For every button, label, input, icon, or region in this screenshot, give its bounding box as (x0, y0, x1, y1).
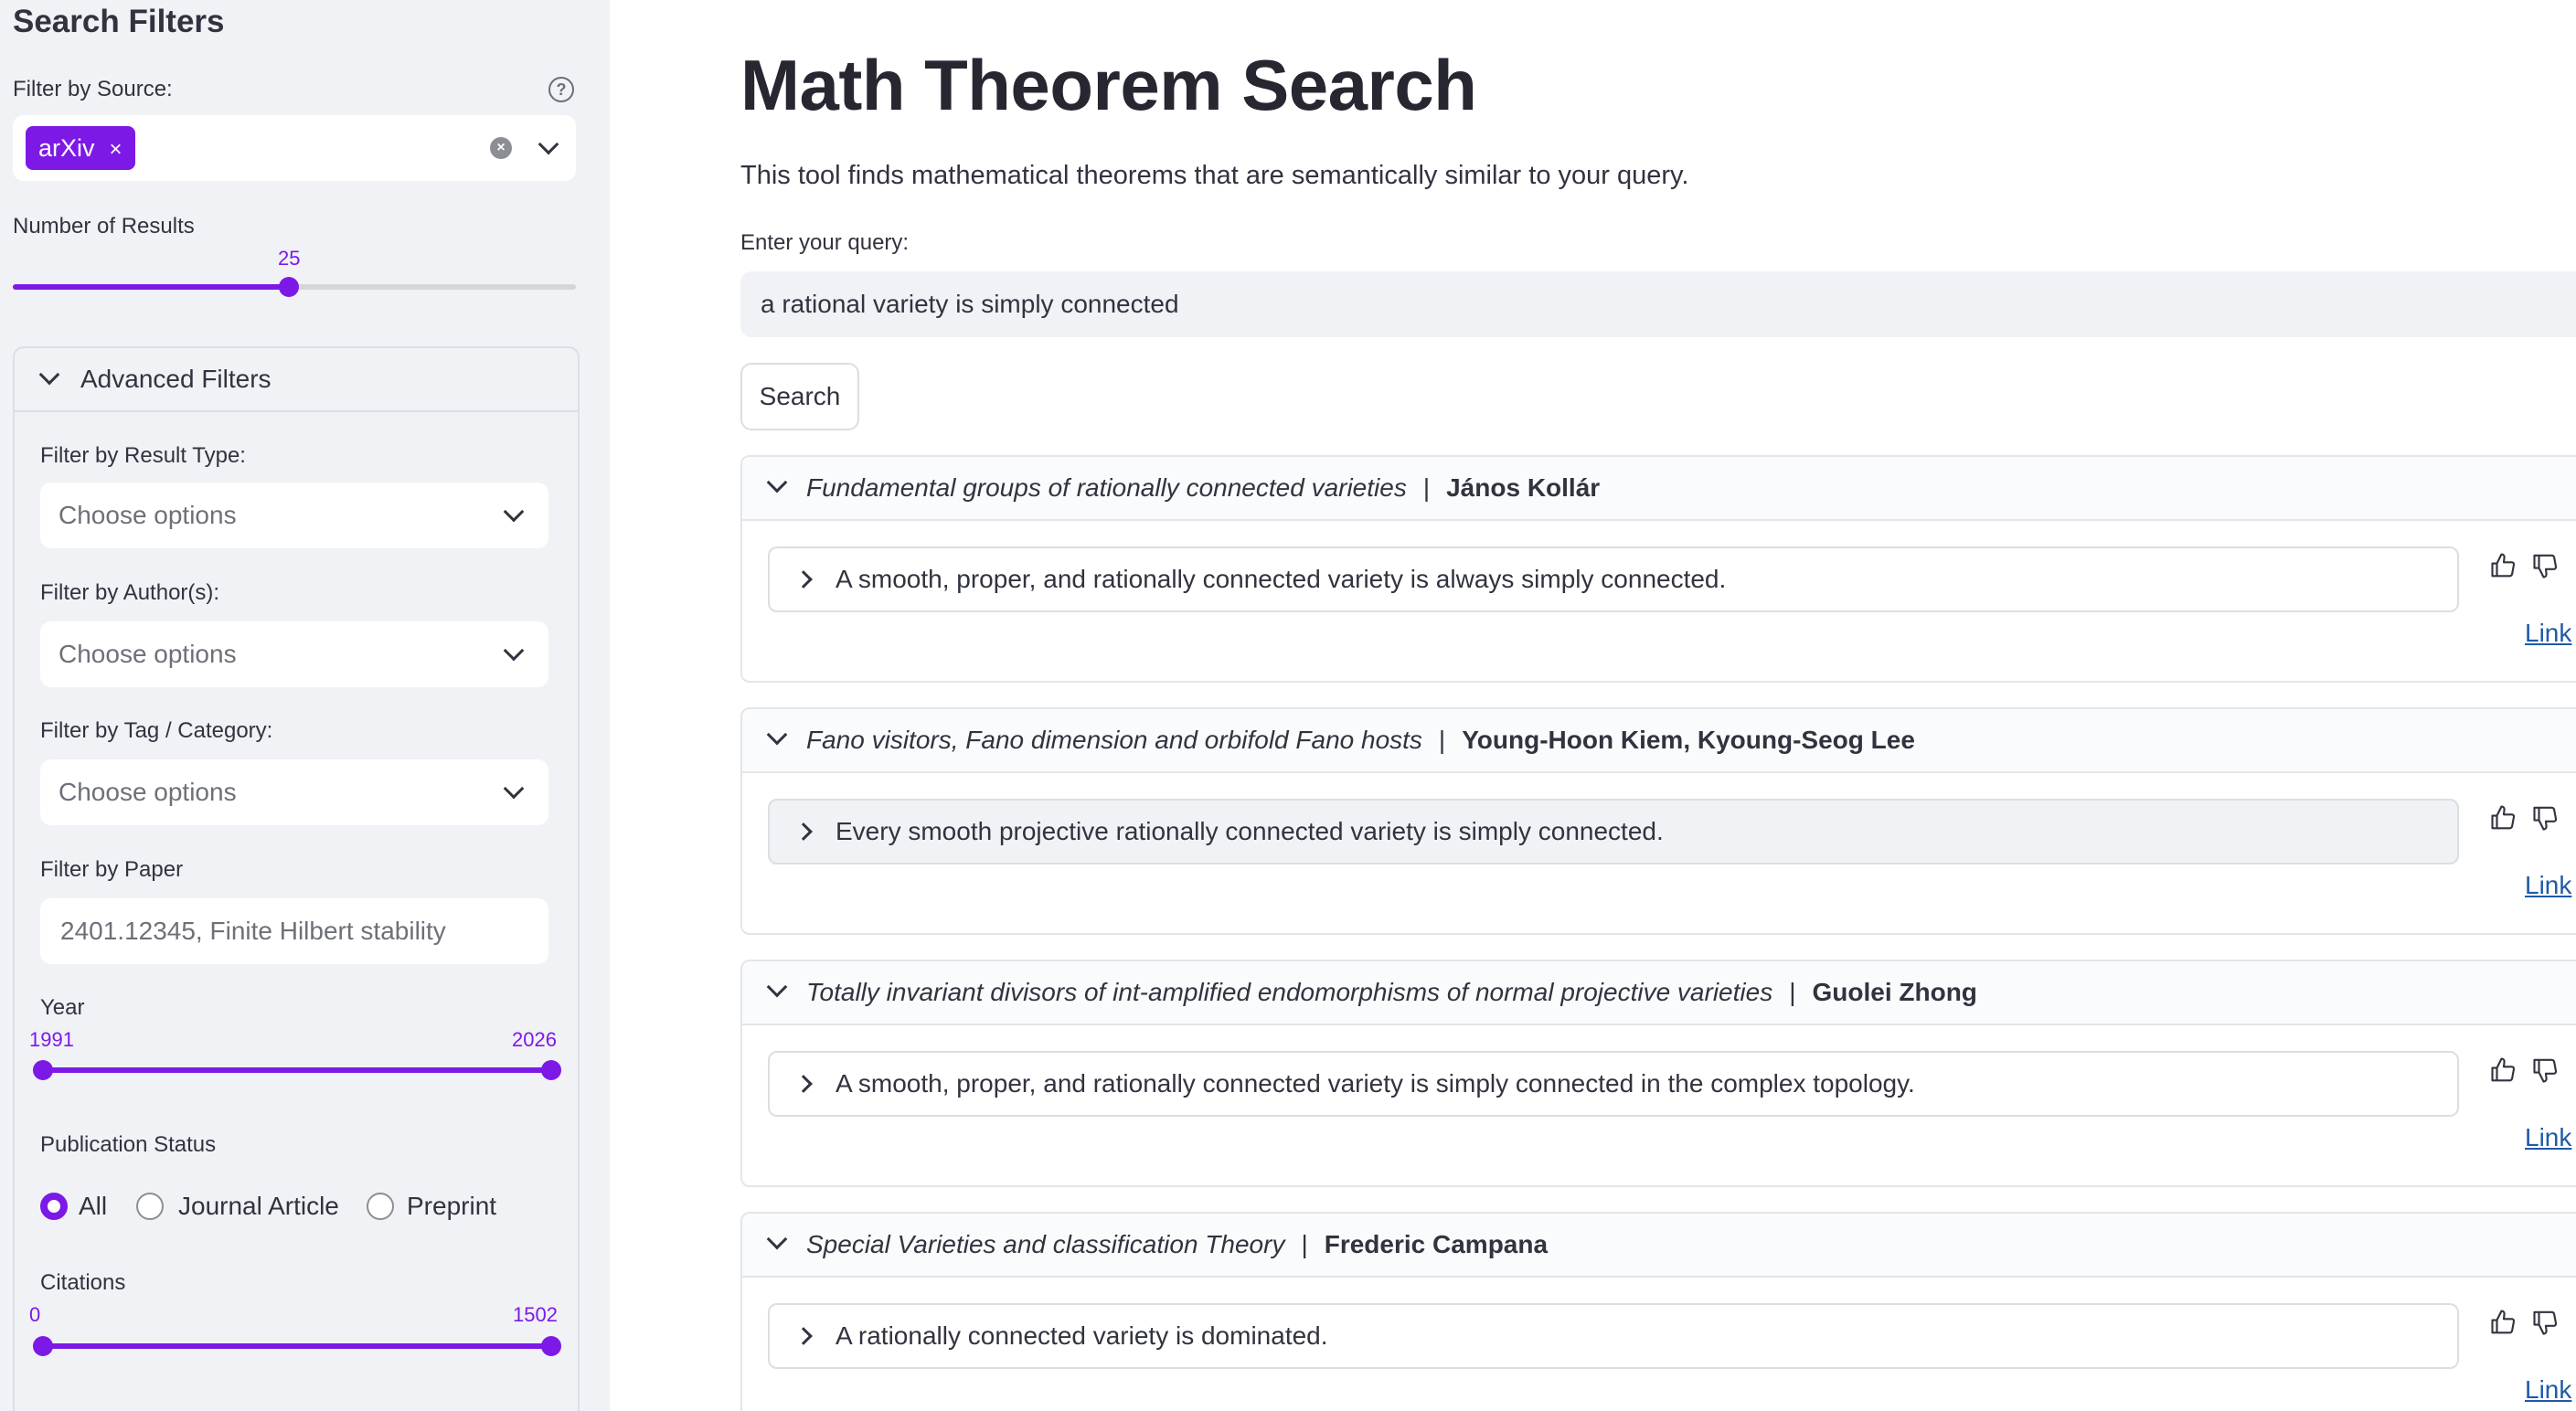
theorem-text: Every smooth projective rationally connected variety is simply connected. (836, 817, 1664, 845)
authors-select[interactable] (40, 621, 548, 687)
radio-all-label[interactable]: All (79, 1192, 108, 1220)
result-title: Special Varieties and classification Theory | Frederic Campana (806, 1230, 1549, 1258)
result-header[interactable] (742, 709, 2576, 773)
thumbs-up-icon[interactable] (2490, 804, 2517, 832)
result-authors: Guolei Zhong (1812, 978, 1977, 1006)
chip-remove-icon[interactable]: × (109, 137, 122, 162)
sidebar (0, 0, 610, 1411)
query-input[interactable] (740, 271, 2576, 337)
chevron-down-icon (767, 472, 788, 493)
main-content (610, 0, 2576, 1411)
result-paper-title: Fano visitors, Fano dimension and orbifold Fano hosts (806, 726, 1422, 754)
chevron-down-icon (39, 365, 60, 386)
source-filter-label: Filter by Source: (13, 77, 173, 101)
chevron-down-icon (504, 641, 525, 662)
radio-preprint-label[interactable]: Preprint (407, 1192, 497, 1220)
result-link[interactable]: Link (2525, 871, 2572, 899)
num-results-slider-thumb[interactable] (279, 277, 299, 297)
theorem-text: A smooth, proper, and rationally connected variety is always simply connected. (836, 565, 1727, 593)
citations-slider-min-thumb[interactable] (33, 1336, 53, 1356)
thumbs-down-icon[interactable] (2532, 804, 2560, 832)
citations-min-value: 0 (29, 1303, 41, 1326)
paper-filter-input[interactable] (40, 898, 548, 964)
result-type-select[interactable] (40, 483, 548, 548)
thumbs-up-icon[interactable] (2490, 1056, 2517, 1084)
result-header[interactable] (742, 1214, 2576, 1278)
result-title: Fano visitors, Fano dimension and orbifold Fano hosts | Young-Hoon Kiem, Kyoung-Seog Lee (806, 726, 1915, 754)
result-authors: János Kollár (1446, 473, 1601, 502)
result-card (740, 707, 2576, 935)
thumbs-down-icon[interactable] (2532, 1309, 2560, 1336)
year-slider-track[interactable] (42, 1067, 550, 1073)
result-card (740, 1212, 2576, 1411)
result-type-label: Filter by Result Type: (40, 443, 246, 468)
chevron-down-icon[interactable] (538, 134, 559, 155)
theorem-text: A rationally connected variety is dominated. (836, 1321, 1328, 1350)
citations-label: Citations (40, 1270, 126, 1295)
source-chip-arxiv (26, 126, 135, 170)
chevron-down-icon (504, 779, 525, 800)
result-paper-title: Totally invariant divisors of int-amplified endomorphisms of normal projective varieties (806, 978, 1773, 1006)
tag-placeholder: Choose options (59, 778, 237, 806)
theorem-expander[interactable] (768, 1303, 2459, 1369)
thumbs-down-icon[interactable] (2532, 552, 2560, 579)
result-authors: Young-Hoon Kiem, Kyoung-Seog Lee (1462, 726, 1915, 754)
tag-select[interactable] (40, 759, 548, 825)
chip-label: arXiv (38, 134, 95, 162)
citations-slider-max-thumb[interactable] (541, 1336, 561, 1356)
advanced-filters-expander (13, 346, 580, 1411)
query-input-value[interactable]: a rational variety is simply connected (761, 290, 1179, 318)
publication-status-label: Publication Status (40, 1132, 217, 1157)
chevron-right-icon (794, 570, 813, 589)
year-min-value: 1991 (29, 1028, 74, 1051)
num-results-slider-fill (13, 284, 290, 290)
radio-journal-article[interactable] (136, 1193, 164, 1220)
result-title: Fundamental groups of rationally connected varieties | János Kollár (806, 473, 1601, 502)
radio-all[interactable] (40, 1193, 68, 1220)
thumbs-up-icon[interactable] (2490, 552, 2517, 579)
tag-label: Filter by Tag / Category: (40, 718, 273, 743)
result-authors: Frederic Campana (1324, 1230, 1549, 1258)
theorem-expander[interactable] (768, 546, 2459, 612)
authors-placeholder: Choose options (59, 640, 237, 668)
theorem-text: A smooth, proper, and rationally connected variety is simply connected in the complex topology. (836, 1069, 1915, 1098)
advanced-filters-header[interactable] (15, 348, 578, 412)
theorem-expander[interactable] (768, 799, 2459, 865)
result-card (740, 455, 2576, 683)
help-icon[interactable]: ? (548, 77, 574, 102)
radio-preprint[interactable] (367, 1193, 394, 1220)
clear-all-icon[interactable]: × (490, 137, 512, 159)
search-button[interactable]: Search (740, 363, 859, 430)
year-slider-max-thumb[interactable] (541, 1060, 561, 1080)
page-description: This tool finds mathematical theorems that are semantically similar to your query. (740, 161, 1689, 190)
citations-slider-track[interactable] (42, 1343, 550, 1349)
result-title: Totally invariant divisors of int-amplified endomorphisms of normal projective varieties | Guolei Zhong (806, 978, 1977, 1006)
citations-max-value: 1502 (513, 1303, 558, 1326)
query-label: Enter your query: (740, 230, 910, 255)
result-link[interactable]: Link (2525, 1123, 2572, 1151)
year-label: Year (40, 995, 85, 1020)
page-title: Math Theorem Search (740, 45, 1477, 125)
radio-journal-article-label[interactable]: Journal Article (178, 1192, 339, 1220)
year-max-value: 2026 (512, 1028, 557, 1051)
chevron-right-icon (794, 822, 813, 841)
result-link[interactable]: Link (2525, 619, 2572, 647)
year-slider-min-thumb[interactable] (33, 1060, 53, 1080)
thumbs-down-icon[interactable] (2532, 1056, 2560, 1084)
chevron-down-icon (767, 977, 788, 998)
thumbs-up-icon[interactable] (2490, 1309, 2517, 1336)
chevron-down-icon (504, 502, 525, 523)
chevron-right-icon (794, 1075, 813, 1093)
result-paper-title: Special Varieties and classification Theory (806, 1230, 1285, 1258)
num-results-value: 25 (278, 247, 301, 270)
authors-label: Filter by Author(s): (40, 580, 220, 605)
num-results-label: Number of Results (13, 214, 195, 239)
sidebar-title: Search Filters (13, 4, 225, 39)
paper-filter-placeholder: 2401.12345, Finite Hilbert stability (60, 917, 446, 945)
theorem-expander[interactable] (768, 1051, 2459, 1117)
result-type-placeholder: Choose options (59, 501, 237, 529)
chevron-down-icon (767, 1229, 788, 1250)
result-link[interactable]: Link (2525, 1375, 2572, 1404)
advanced-filters-label: Advanced Filters (80, 365, 271, 393)
source-multiselect[interactable] (13, 115, 576, 181)
chevron-right-icon (794, 1327, 813, 1345)
result-header[interactable] (742, 457, 2576, 521)
result-card (740, 960, 2576, 1187)
paper-filter-label: Filter by Paper (40, 857, 184, 882)
chevron-down-icon (767, 725, 788, 746)
result-header[interactable] (742, 961, 2576, 1025)
result-paper-title: Fundamental groups of rationally connected varieties (806, 473, 1407, 502)
